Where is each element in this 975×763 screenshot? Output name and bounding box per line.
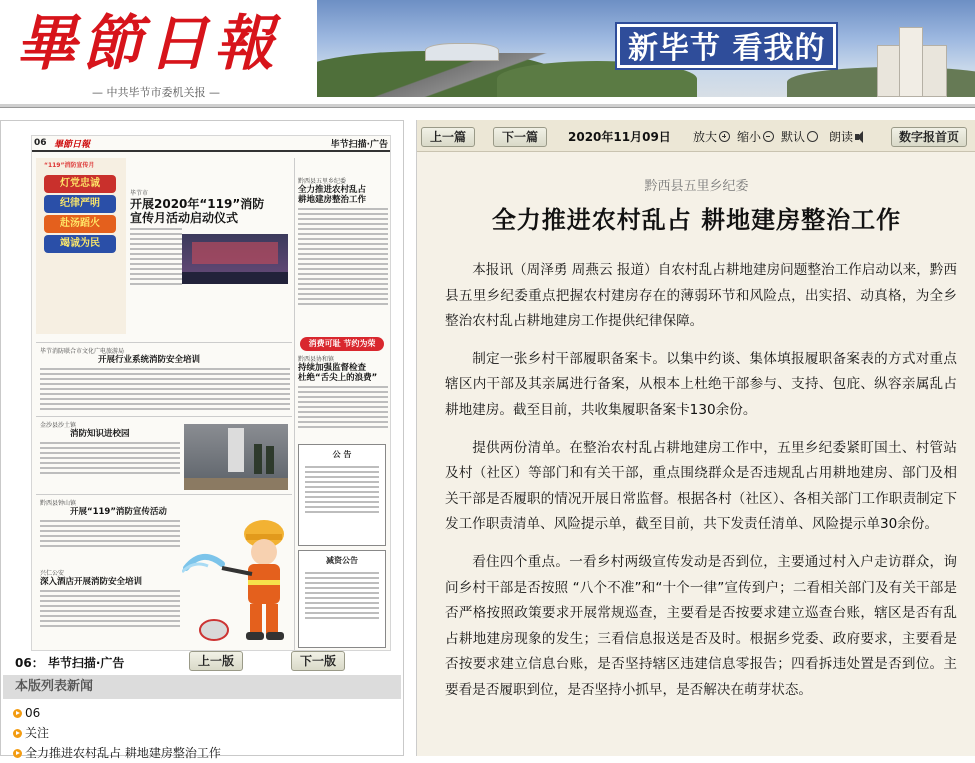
zoom-in-button[interactable] — [693, 128, 730, 145]
campaign-tag: “119”消防宣传月 — [44, 162, 95, 169]
thumbnail-badge: 消费可耻 节约为荣 — [300, 337, 384, 351]
prev-page-button[interactable]: 上一版 — [189, 651, 243, 671]
thumbnail-logo: 畢節日報 — [54, 140, 91, 150]
article-headline: 宣传月活动启动仪式 — [130, 211, 239, 225]
zoom-out-label: 缩小 — [737, 130, 762, 144]
newspaper-logo[interactable] — [14, 4, 314, 100]
article-paragraph: 制定一张乡村干部履职备案卡。以集中约谈、集体填报履职备案表的方式对重点辖区内干部及其亲属进行备案，从根本上杜绝干部参与、支持、包庇、纵容亲属乱占耕地建房。截至目前，共收集履职备案卡130余份。 — [445, 350, 957, 418]
banner-image — [317, 0, 975, 97]
article-kicker: 黔西县协和镇 — [298, 356, 335, 363]
article-kicker: 毕节消防联合市文化广电旅游局 — [40, 348, 125, 355]
thumbnail-photo — [182, 234, 288, 284]
read-aloud-button[interactable] — [829, 128, 867, 145]
circle-icon — [807, 131, 818, 142]
list-item[interactable] — [13, 703, 403, 723]
list-item[interactable] — [13, 723, 403, 743]
default-size-label: 默认 — [781, 130, 806, 144]
thumbnail-article[interactable] — [40, 346, 290, 414]
article-headline: 杜绝“舌尖上的浪费” — [298, 373, 378, 383]
campaign-pill: 纪律严明 — [44, 195, 116, 213]
list-item-label: 关注 — [25, 726, 50, 740]
article-headline: 开展“119”消防宣传活动 — [70, 507, 167, 517]
article-headline: 开展行业系统消防安全培训 — [98, 355, 201, 365]
article-headline: 全力推进农村乱占 — [298, 185, 367, 195]
default-size-button[interactable] — [781, 128, 818, 145]
list-item-label: 06 — [25, 706, 41, 720]
thumbnail-header — [32, 136, 391, 152]
article-kicker: 兴仁公安 — [40, 570, 65, 577]
issue-date: 2020年11月09日 — [568, 130, 671, 144]
thumbnail-article[interactable] — [298, 354, 388, 440]
current-section: 06： 毕节扫描·广告 — [15, 656, 125, 670]
article-headline: 消防知识进校园 — [70, 429, 130, 439]
article-paragraph: 本报讯（周泽勇 周燕云 报道）自农村乱占耕地建房问题整治工作启动以来，黔西县五里乡纪委重点把握农村建房存在的薄弱环节和风险点，出实招、动真格，为全乡整治农村乱占耕地建房工作提供纪律保障。 — [445, 262, 957, 330]
thumbnail-article[interactable] — [40, 420, 180, 490]
thumbnail-campaign-graphic[interactable] — [36, 158, 126, 334]
masthead — [0, 0, 975, 112]
logo-title: 畢節日報 — [16, 9, 280, 79]
page-panel — [0, 120, 404, 760]
thumbnail-notice[interactable] — [298, 550, 386, 648]
thumbnail-section: 毕节扫描·广告 — [330, 140, 388, 150]
logo-subtitle: — 中共毕节市委机关报 — — [92, 86, 220, 99]
article-paragraph: 看住四个重点。一看乡村两级宣传发动是否到位，主要通过村入户走访群众，询问乡村干部是否按照 “八个不准”和“十个一律”宣传到户；二看相关部门及有关干部是否严格按照政策要求开展常规巡查，主要看是否按要求建立巡查台账，辖区是否有乱占耕地建房现象的发生；三看信息报送是否及时。根据乡党委、政府要求，主要看是否按要求建立信息台账，是否坚持辖区违建信息零报告；四看拆违处置是否到位。主要看是否履职到位，是否坚持小抓早，是否解决在萌芽状态。 — [445, 553, 957, 698]
article-headline: 深入酒店开展消防安全培训 — [40, 577, 143, 587]
speaker-icon — [855, 131, 867, 143]
zoom-in-label: 放大 — [693, 130, 718, 144]
notice-title: 减资公告 — [326, 556, 358, 565]
campaign-pill: 赴汤蹈火 — [44, 215, 116, 233]
page-footer — [1, 651, 403, 675]
banner-slogan: 新毕节 看我的 — [617, 24, 836, 68]
page-news-list — [13, 703, 403, 763]
thumbnail-photo — [184, 424, 288, 490]
thumbnail-notice[interactable] — [298, 444, 386, 546]
arrow-icon — [13, 729, 22, 738]
list-item[interactable] — [13, 743, 403, 763]
campaign-pill: 灯党忠诚 — [44, 175, 116, 193]
article-headline: 持续加强监督检查 — [298, 363, 367, 373]
article-subtitle: 黔西县五里乡纪委 — [644, 179, 749, 194]
page-news-list-heading: 本版列表新闻 — [3, 675, 401, 699]
read-aloud-label: 朗读 — [829, 130, 854, 144]
thumbnail-article[interactable] — [298, 176, 388, 332]
minus-circle-icon — [763, 131, 774, 142]
page-thumbnail[interactable] — [31, 135, 391, 651]
article-headline: 耕地建房整治工作 — [298, 195, 367, 205]
plus-circle-icon — [719, 131, 730, 142]
next-article-button[interactable]: 下一篇 — [493, 127, 547, 147]
article-kicker: 黔西县五里乡纪委 — [298, 178, 347, 185]
article-panel — [416, 120, 975, 756]
prev-article-button[interactable]: 上一篇 — [421, 127, 475, 147]
article-toolbar — [417, 120, 975, 152]
firefighter-illustration — [182, 508, 302, 648]
campaign-pill: 竭诚为民 — [44, 235, 116, 253]
masthead-divider — [0, 104, 975, 108]
zoom-out-button[interactable] — [737, 128, 774, 145]
article-kicker: 毕节市 — [130, 190, 149, 197]
arrow-icon — [13, 749, 22, 758]
thumbnail-article[interactable] — [40, 568, 180, 648]
list-item-label: 全力推进农村乱占 耕地建房整治工作 — [25, 746, 221, 760]
article-kicker: 金沙县沙土镇 — [40, 422, 77, 429]
article-paragraph: 提供两份清单。在整治农村乱占耕地建房工作中，五里乡纪委紧盯国土、村管站及村（社区）等部门和有关干部，重点围绕群众是否违规乱占用耕地建房、部门及相关干部是否履职的情况开展日常监督。根据各村（社区）、各相关部门工作职责制定下发工作职责清单、风险提示单，截至目前，共下发责任清单、风险提示单30余份。 — [445, 439, 957, 533]
next-page-button[interactable]: 下一版 — [291, 651, 345, 671]
arrow-icon — [13, 709, 22, 718]
article-title: 全力推进农村乱占 耕地建房整治工作 — [491, 206, 902, 234]
notice-title: 公 告 — [332, 450, 352, 459]
digital-home-button[interactable]: 数字报首页 — [891, 127, 967, 147]
article-body — [445, 258, 957, 716]
thumbnail-page-number: 06 — [34, 138, 47, 148]
article-kicker: 黔西县钟山镇 — [40, 500, 77, 507]
article-headline: 开展2020年“119”消防 — [130, 197, 265, 211]
